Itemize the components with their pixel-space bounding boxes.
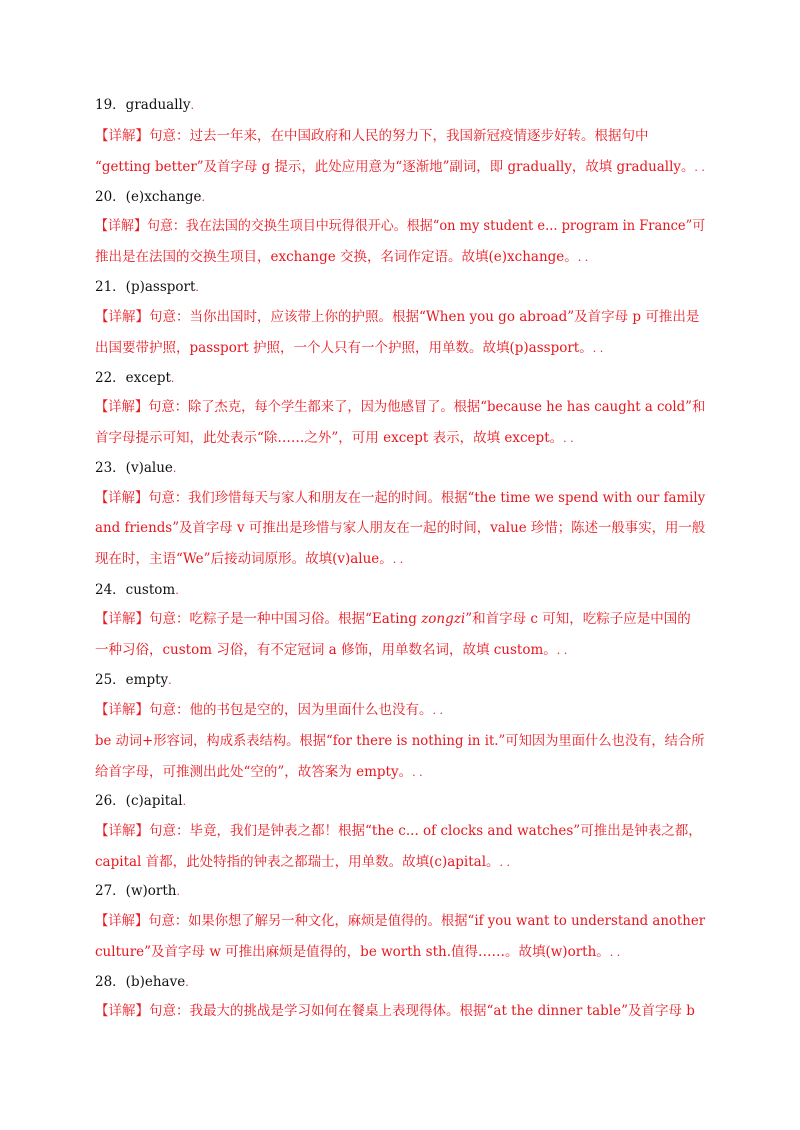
explanation-line bbox=[95, 762, 423, 783]
line-text: 24．custom bbox=[95, 582, 176, 598]
explanation-line bbox=[95, 731, 705, 751]
explanation-line bbox=[95, 397, 705, 417]
answer-line bbox=[95, 972, 189, 993]
line-text-italic: zongzi bbox=[421, 611, 466, 627]
line-text-pre: 【详解】句意：吃粽子是一种中国习俗。根据“Eating bbox=[95, 611, 422, 627]
line-text: 出国要带护照，passport 护照，一个人只有一个护照，用单数。故填(p)assport。 bbox=[95, 340, 593, 356]
line-mark: . . bbox=[392, 553, 404, 566]
answer-line bbox=[95, 791, 186, 812]
explanation-line bbox=[95, 157, 705, 178]
line-mark: . bbox=[175, 584, 179, 597]
line-text: 推出是在法国的交换生项目，exchange 交换，名词作定语。故填(e)xchange。 bbox=[95, 249, 578, 265]
answer-line bbox=[95, 368, 174, 389]
explanation-line bbox=[95, 126, 649, 146]
answer-line bbox=[95, 187, 205, 208]
explanation-line bbox=[95, 852, 510, 873]
line-mark: . bbox=[185, 976, 189, 989]
line-text-post: ”和首字母 c 可知，吃粽子应是中国的 bbox=[465, 611, 691, 627]
line-text: 28．(b)ehave bbox=[95, 974, 186, 990]
answer-line bbox=[95, 881, 180, 902]
line-text: 一种习俗，custom 习俗，有不定冠词 a 修饰，用单数名词，故填 custom。 bbox=[95, 642, 557, 658]
line-text: 【详解】句意：当你出国时，应该带上你的护照。根据“When you go abroad”及首字母 p 可推出是 bbox=[95, 309, 700, 325]
line-mark: . . bbox=[432, 704, 443, 717]
explanation-line bbox=[95, 216, 705, 236]
line-mark: . . bbox=[592, 342, 604, 355]
answer-line bbox=[95, 580, 179, 601]
line-text: 21．(p)assport bbox=[95, 279, 196, 295]
explanation-line bbox=[95, 428, 574, 449]
line-text: 22．except bbox=[95, 370, 171, 386]
explanation-line bbox=[95, 518, 705, 538]
explanation-line bbox=[95, 640, 567, 661]
line-text: capital 首都，此处特指的钟表之都瑞士，用单数。故填(c)apital。 bbox=[95, 854, 500, 870]
line-text: culture”及首字母 w 可推出麻烦是值得的，be worth sth.值得……。故填(w)orth。 bbox=[95, 944, 610, 960]
line-mark: . . bbox=[577, 251, 589, 264]
explanation-line bbox=[95, 609, 691, 629]
line-text: 23．(v)alue bbox=[95, 460, 173, 476]
line-text: 【详解】句意：我在法国的交换生项目中玩得很开心。根据“on my student e... program in France”可 bbox=[95, 218, 706, 234]
explanation-line bbox=[95, 549, 403, 570]
line-text: 27．(w)orth bbox=[95, 883, 177, 899]
line-mark: . bbox=[168, 674, 172, 687]
line-mark: . . bbox=[609, 946, 621, 959]
line-mark: . . bbox=[694, 161, 705, 174]
line-mark: . . bbox=[563, 432, 574, 445]
explanation-line bbox=[95, 1001, 695, 1021]
explanation-line bbox=[95, 911, 705, 931]
line-text: 【详解】句意：我们珍惜每天与家人和朋友在一起的时间。根据“the time we spend with our family bbox=[95, 490, 706, 506]
line-mark: . . bbox=[499, 856, 511, 869]
line-mark: . bbox=[170, 372, 175, 385]
line-mark: . bbox=[201, 191, 205, 204]
answer-line bbox=[95, 670, 172, 691]
line-text: 现在时，主语“We”后接动词原形。故填(v)alue。 bbox=[95, 551, 393, 567]
line-text: 【详解】句意：毕竟，我们是钟表之都！根据“the c... of clocks and watches”可推出是钟表之都， bbox=[95, 823, 702, 839]
line-mark: . bbox=[190, 99, 194, 112]
answer-line bbox=[95, 458, 176, 479]
explanation-line bbox=[95, 821, 702, 841]
line-mark: . bbox=[182, 795, 187, 808]
line-text: and friends”及首字母 v 可推出是珍惜与家人朋友在一起的时间，value 珍惜；陈述一般事实，用一般 bbox=[95, 520, 706, 536]
explanation-line bbox=[95, 700, 443, 721]
line-text: 【详解】句意：我最大的挑战是学习如何在餐桌上表现得体。根据“at the dinner table”及首字母 b bbox=[95, 1003, 695, 1019]
line-mark: . . bbox=[556, 644, 568, 657]
explanation-line bbox=[95, 338, 603, 359]
line-mark: . . bbox=[412, 766, 423, 779]
line-text: 给首字母，可推测出此处“空的”，故答案为 empty。 bbox=[95, 764, 413, 780]
line-text: 20．(e)xchange bbox=[95, 189, 202, 205]
line-text: be 动词+形容词，构成系表结构。根据“for there is nothing in it.”可知因为里面什么也没有，结合所 bbox=[95, 733, 705, 749]
line-text: 【详解】句意：除了杰克，每个学生都来了，因为他感冒了。根据“because he has caught a cold”和 bbox=[95, 399, 706, 415]
line-mark: . bbox=[176, 885, 180, 898]
line-text: 首字母提示可知，此处表示“除……之外”，可用 except 表示，故填 except。 bbox=[95, 430, 564, 446]
explanation-line bbox=[95, 247, 588, 268]
line-text: 26．(c)apital bbox=[95, 793, 183, 809]
line-text: 【详解】句意：如果你想了解另一种文化，麻烦是值得的。根据“if you want to understand another bbox=[95, 913, 706, 929]
answer-line bbox=[95, 95, 194, 116]
line-mark: . bbox=[172, 462, 177, 475]
line-text: 19．gradually bbox=[95, 97, 191, 113]
explanation-line bbox=[95, 488, 705, 508]
line-mark: . bbox=[195, 281, 199, 294]
explanation-line bbox=[95, 307, 699, 327]
line-text: 【详解】句意：他的书包是空的，因为里面什么也没有。 bbox=[95, 702, 433, 718]
explanation-line bbox=[95, 942, 620, 963]
line-text: 25．empty bbox=[95, 672, 169, 688]
answer-line bbox=[95, 277, 199, 298]
line-text: 【详解】句意：过去一年来，在中国政府和人民的努力下，我国新冠疫情逐步好转。根据句中 bbox=[95, 128, 649, 144]
line-text: “getting better”及首字母 g 提示，此处应用意为“逐渐地”副词，即 gradually，故填 gradually。 bbox=[95, 159, 695, 175]
